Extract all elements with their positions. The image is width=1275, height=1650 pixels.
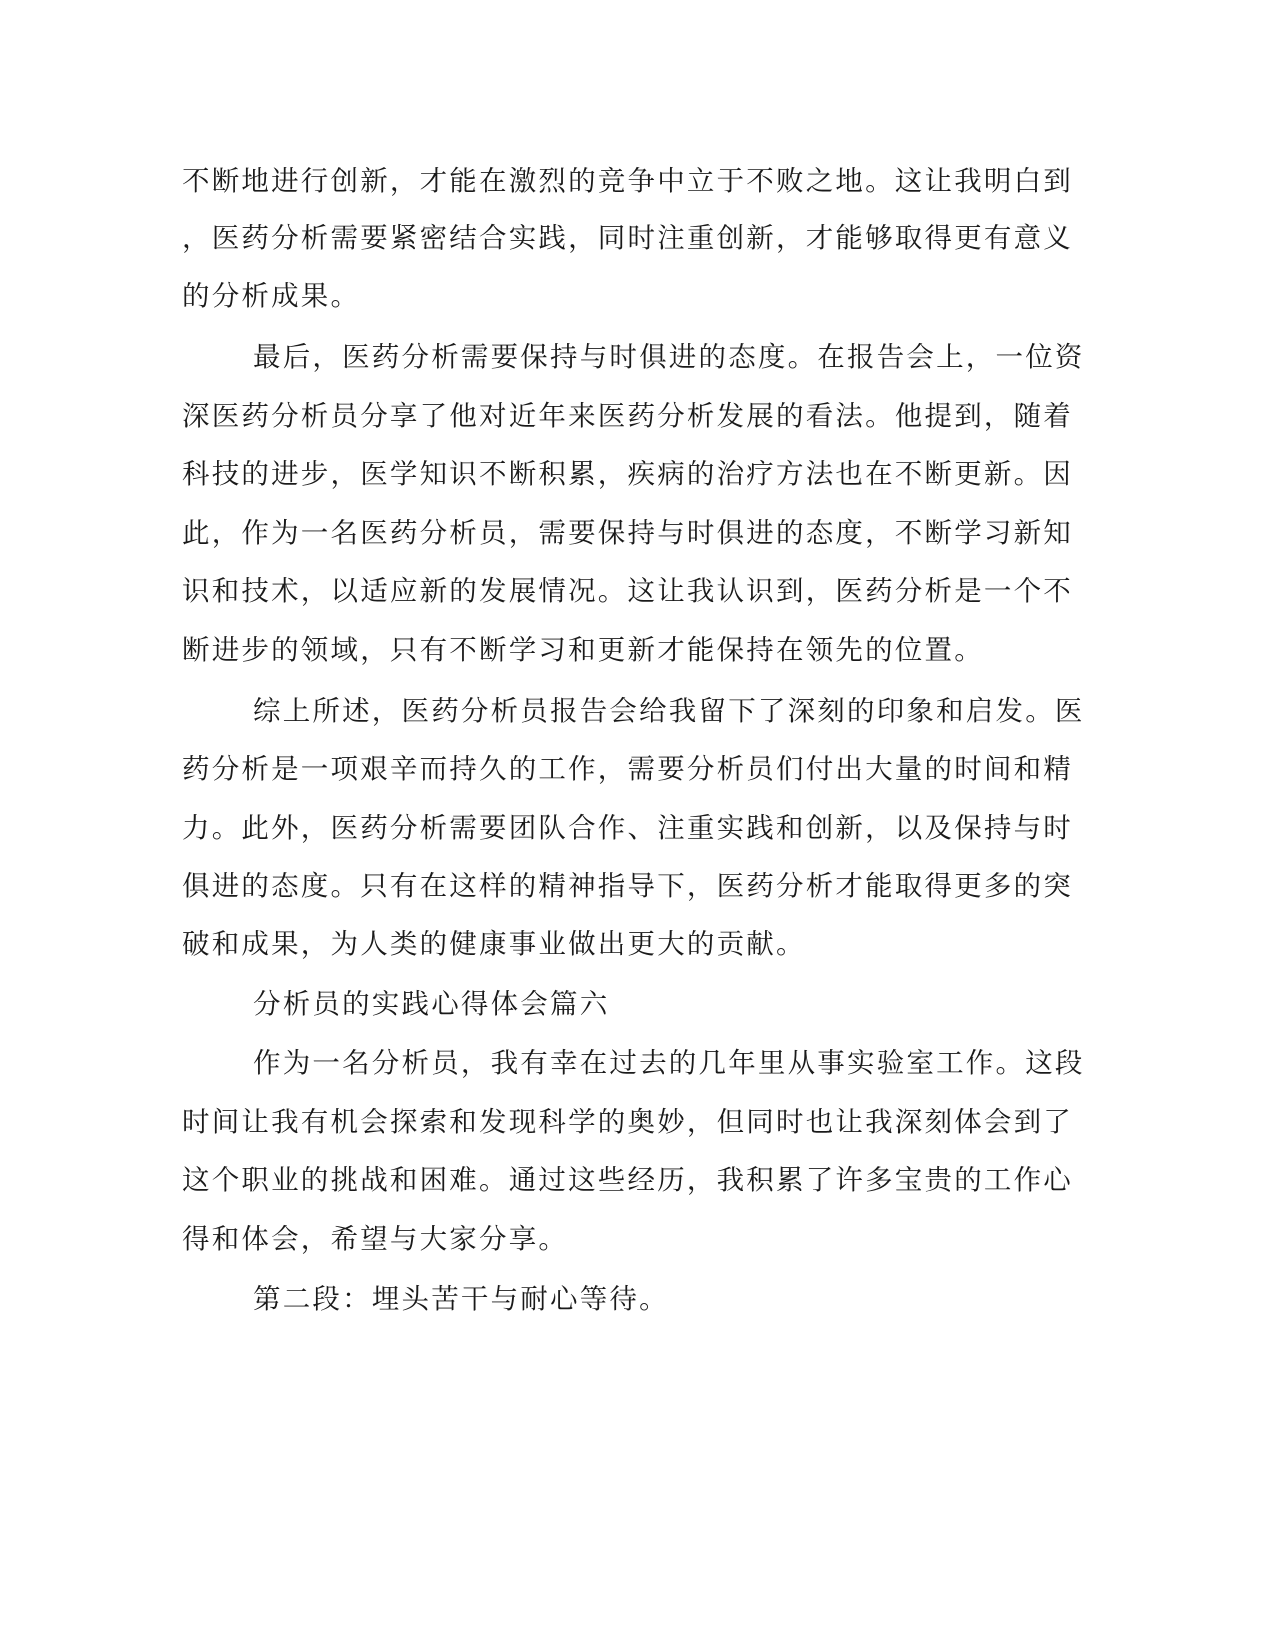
- text-line: 力。此外，医药分析需要团队合作、注重实践和创新，以及保持与时: [182, 812, 1073, 844]
- section-heading: 分析员的实践心得体会篇六: [253, 988, 610, 1020]
- text-line: 破和成果，为人类的健康事业做出更大的贡献。: [182, 928, 806, 960]
- text-line: 最后，医药分析需要保持与时俱进的态度。在报告会上，一位资: [253, 341, 1085, 373]
- text-line: 作为一名分析员，我有幸在过去的几年里从事实验室工作。这段: [253, 1047, 1085, 1079]
- text-line: 断进步的领域，只有不断学习和更新才能保持在领先的位置。: [182, 634, 984, 666]
- text-line: 的分析成果。: [182, 280, 361, 312]
- text-line: 药分析是一项艰辛而持久的工作，需要分析员们付出大量的时间和精: [182, 753, 1073, 785]
- text-line: 此，作为一名医药分析员，需要保持与时俱进的态度，不断学习新知: [182, 517, 1073, 549]
- text-line: 时间让我有机会探索和发现科学的奥妙，但同时也让我深刻体会到了: [182, 1106, 1073, 1138]
- text-line: 综上所述，医药分析员报告会给我留下了深刻的印象和启发。医: [253, 695, 1085, 727]
- text-line: 这个职业的挑战和困难。通过这些经历，我积累了许多宝贵的工作心: [182, 1164, 1073, 1196]
- text-line: 俱进的态度。只有在这样的精神指导下，医药分析才能取得更多的突: [182, 870, 1073, 902]
- text-line: 识和技术，以适应新的发展情况。这让我认识到，医药分析是一个不: [182, 575, 1073, 607]
- text-line: ，医药分析需要紧密结合实践，同时注重创新，才能够取得更有意义: [182, 222, 1073, 254]
- text-line: 不断地进行创新，才能在激烈的竞争中立于不败之地。这让我明白到: [182, 165, 1073, 197]
- text-line: 科技的进步，医学知识不断积累，疾病的治疗方法也在不断更新。因: [182, 458, 1073, 490]
- text-line: 深医药分析员分享了他对近年来医药分析发展的看法。他提到，随着: [182, 400, 1073, 432]
- subsection-heading: 第二段：埋头苦干与耐心等待。: [253, 1283, 669, 1315]
- text-line: 得和体会，希望与大家分享。: [182, 1223, 569, 1255]
